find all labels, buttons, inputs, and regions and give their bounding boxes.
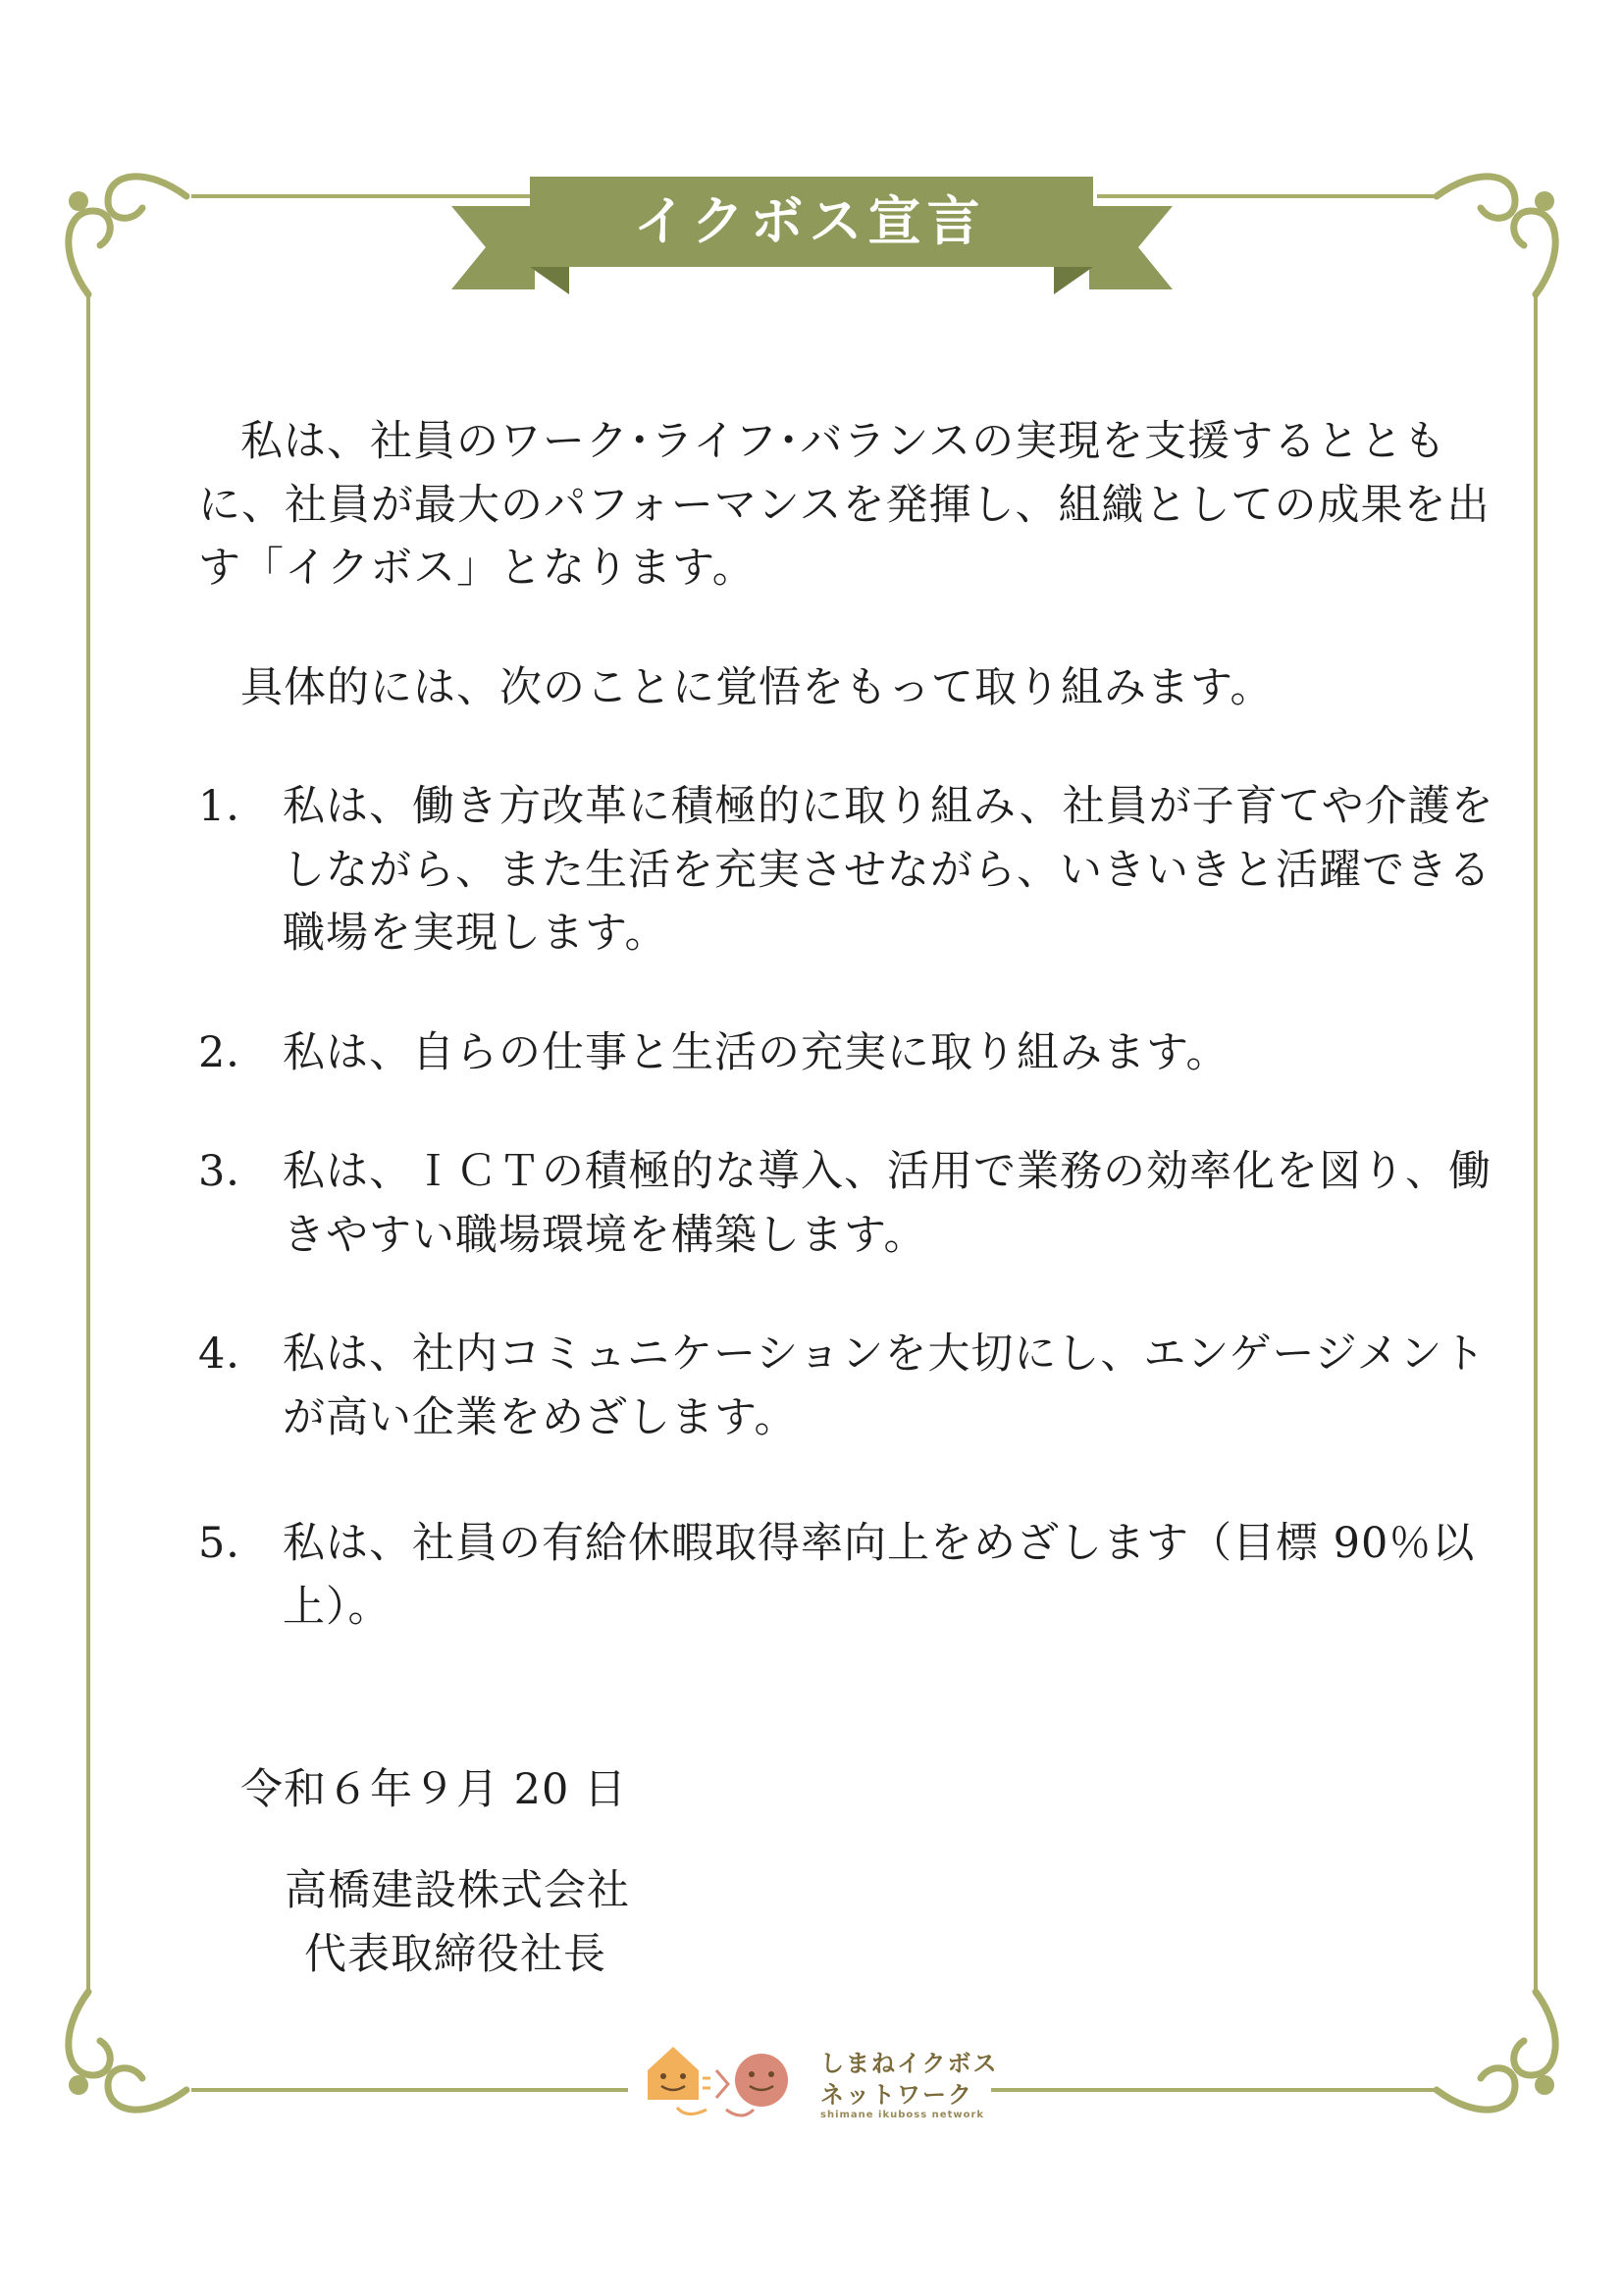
commitment-text: 私は、社員の有給休暇取得率向上をめざします（目標 90％以上）。 <box>283 1519 1476 1632</box>
commitment-item-2 <box>198 1021 1503 1085</box>
commitment-number: 1． <box>198 782 270 831</box>
page-title: イクボス宣言 <box>633 190 986 252</box>
corner-flourish-bottom-right <box>1437 1992 1555 2110</box>
declaration-body <box>198 410 1503 1639</box>
commitment-item-4 <box>198 1323 1503 1449</box>
logo-text-line3: shimane ikuboss network <box>820 2110 985 2120</box>
commitment-text: 私は、ＩＣＴの積極的な導入、活用で業務の効率化を図り、働きやすい職場環境を構築します。 <box>283 1147 1492 1260</box>
commitment-item-1 <box>198 775 1503 965</box>
declaration-date: 令和６年９月 20 日 <box>240 1765 628 1814</box>
commitment-text: 私は、働き方改革に積極的に取り組み、社員が子育てや介護をしながら、また生活を充実させながら、いきいきと活躍できる職場を実現します。 <box>283 782 1494 958</box>
corner-flourish-top-left <box>69 177 186 294</box>
commitment-number: 2． <box>198 1027 270 1077</box>
corner-flourish-top-right <box>1437 177 1555 294</box>
commitment-number: 4． <box>198 1330 270 1379</box>
commitment-number: 5． <box>198 1519 270 1568</box>
shimane-ikuboss-logo-graphic <box>648 2047 788 2115</box>
logo-text-line1: しまねイクボス <box>820 2050 999 2077</box>
signatory-title: 代表取締役社長 <box>304 1930 606 1979</box>
corner-flourish-bottom-left <box>69 1992 186 2110</box>
intro-lead-paragraph: 具体的には、次のことに覚悟をもって取り組みます。 <box>240 662 1274 712</box>
commitment-item-5 <box>198 1512 1503 1639</box>
commitment-item-3 <box>198 1140 1503 1267</box>
logo-text-line2: ネットワーク <box>820 2081 973 2109</box>
commitment-text: 私は、社内コミュニケーションを大切にし、エンゲージメントが高い企業をめざします。 <box>283 1330 1487 1442</box>
commitment-text: 私は、自らの仕事と生活の充実に取り組みます。 <box>283 1027 1230 1077</box>
company-name: 高橋建設株式会社 <box>285 1866 630 1915</box>
commitment-number: 3． <box>198 1147 270 1196</box>
intro-paragraph: 私は、社員のワーク･ライフ･バランスの実現を支援するとともに、社員が最大のパフォーマンスを発揮し、組織としての成果を出す「イクボス」となります。 <box>198 417 1491 593</box>
